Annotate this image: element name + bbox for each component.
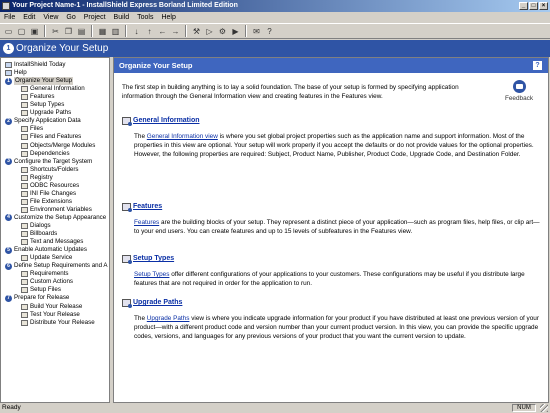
menu-project[interactable]: Project	[83, 14, 106, 21]
section-title-text: General Information	[133, 117, 200, 124]
section-title-upgrade-paths[interactable]	[122, 298, 182, 307]
tree-item-setup-types[interactable]	[21, 101, 64, 109]
status-bar	[0, 403, 550, 413]
tree-item-label: Build Your Release	[30, 302, 83, 310]
menu-edit[interactable]: Edit	[23, 14, 36, 21]
help-icon[interactable]: ?	[267, 26, 272, 36]
toolbar-separator	[91, 25, 93, 37]
tree-item-upgrade-paths[interactable]	[21, 109, 71, 117]
step-badge-icon: 6	[5, 263, 12, 270]
navigation-tree[interactable]	[0, 57, 110, 403]
section-text-post: are the building blocks of your setup. They represent a distinct piece of your application—such as program files, help files, or clip art—to your end users. You can create features and up to 15 levels of subfeatures in the Features view.	[134, 219, 540, 235]
tree-item-label: Custom Actions	[30, 278, 73, 286]
menu-go[interactable]: Go	[66, 14, 76, 21]
step-header-title: Organize Your Setup	[16, 43, 109, 54]
step-badge-icon: 3	[5, 158, 12, 165]
section-body	[134, 218, 542, 236]
toolbar	[0, 23, 550, 39]
toolbar-separator	[44, 25, 46, 37]
main-panel-title: Organize Your Setup	[119, 61, 193, 70]
tree-item-specify-application-data[interactable]	[5, 117, 81, 125]
menu-help[interactable]: Help	[161, 14, 176, 21]
tree-item-prepare-for-release[interactable]	[5, 294, 69, 302]
tree-item-text-and-messages[interactable]	[21, 238, 83, 246]
step-badge-icon: 2	[5, 118, 12, 125]
tree-item-label: Update Service	[30, 254, 73, 262]
section-text-post: view is where you indicate upgrade information for your product if you have distributed at least one previous version of your product—with a different product code and version number than your current product version. In this view, you can provide the specific upgrade codes, versions, and languages for any previous versions of your product that you want the current version to update.	[134, 315, 539, 340]
page-icon	[21, 320, 28, 326]
build-icon[interactable]: ⚒	[192, 26, 201, 36]
tree-item-update-service[interactable]	[21, 254, 72, 262]
tree-item-customize-the-setup-appearance[interactable]	[5, 214, 106, 222]
page-icon	[21, 175, 28, 181]
run-icon[interactable]: ⚙	[218, 26, 227, 36]
maximize-button[interactable]: □	[529, 2, 538, 10]
toolbar-separator	[185, 25, 187, 37]
tree-item-file-extensions[interactable]	[21, 198, 72, 206]
section-title-general-information[interactable]	[122, 116, 200, 125]
view-link-icon	[122, 299, 131, 307]
paste-icon[interactable]: ▤	[77, 26, 86, 36]
distribute-icon[interactable]: ▶	[232, 26, 239, 36]
section-text-pre: The	[134, 133, 147, 140]
section-text-post: is where you set global project properties such as the application name and support information. Most of the properties in this view are optional. Your setup will work properly if you accept the defaults or do not provide values for the optional properties. However, the following properties are required: Subject, Product Name, Publisher, Product Code, Upgrade Code, and Destination Folder.	[134, 133, 534, 158]
tree-item-dependencies[interactable]	[21, 150, 70, 158]
open-icon[interactable]: ▢	[17, 26, 26, 36]
page-icon	[21, 191, 28, 197]
tree-item-distribute-your-release[interactable]	[21, 319, 95, 327]
tree-item-label: Files and Features	[30, 133, 82, 141]
tree-item-files-and-features[interactable]	[21, 133, 81, 141]
section-text-post: offer different configurations of your applications to your customers. These configurations may be useful if you distribute large features that are not required in order for the application to run.	[134, 271, 525, 287]
section-text-pre: The	[134, 315, 147, 322]
section-title-setup-types[interactable]	[122, 254, 174, 263]
save-icon[interactable]: ▣	[30, 26, 39, 36]
tree-item-label: Objects/Merge Modules	[30, 141, 96, 149]
tree-item-label: General Information	[30, 85, 85, 93]
tree-item-label: Dialogs	[30, 222, 51, 229]
view-link-icon	[122, 203, 131, 211]
step-badge-icon: 4	[5, 214, 12, 221]
page-icon	[21, 304, 28, 310]
section-body	[134, 314, 542, 341]
page-icon	[21, 183, 28, 189]
page-icon	[21, 207, 28, 213]
main-panel-header	[114, 58, 548, 73]
page-icon	[21, 255, 28, 261]
tree-item-label: Setup Files	[30, 286, 61, 294]
tree-item-help[interactable]	[5, 69, 27, 77]
tree-item-organize-your-setup[interactable]	[5, 77, 73, 85]
page-icon	[21, 167, 28, 173]
tree-item-installshield-today[interactable]	[5, 61, 65, 69]
test-icon[interactable]: ▷	[206, 26, 213, 36]
toolbar-separator	[125, 25, 127, 37]
page-icon	[21, 199, 28, 205]
tree-item-label: Enable Automatic Updates	[14, 246, 87, 254]
tree-item-label: Setup Types	[30, 101, 65, 109]
toolbar-separator	[245, 25, 247, 37]
menu-file[interactable]: File	[4, 14, 16, 21]
feedback-label: Feedback	[504, 95, 534, 102]
tree-item-environment-variables[interactable]	[21, 206, 92, 214]
tree-item-billboards[interactable]	[21, 230, 57, 238]
step-badge-icon: 7	[5, 295, 12, 302]
tree-item-objects-merge-modules[interactable]	[21, 142, 95, 150]
view-icon	[5, 62, 12, 68]
page-icon	[21, 86, 28, 92]
menu-tools[interactable]: Tools	[137, 14, 154, 21]
tree-item-define-setup-requirements-and-a[interactable]	[5, 262, 108, 270]
page-icon	[21, 287, 28, 293]
forward-icon[interactable]: →	[171, 26, 180, 36]
tree-item-label: Text and Messages	[30, 238, 84, 246]
section-title-text: Setup Types	[133, 255, 175, 262]
tree-item-odbc-resources[interactable]	[21, 182, 79, 190]
help-icon[interactable]: ?	[533, 61, 542, 70]
tree-item-label: Dependencies	[30, 149, 70, 157]
tree-item-setup-files[interactable]	[21, 286, 61, 294]
step-badge-icon: 1	[5, 78, 12, 85]
view-icon[interactable]: ▦	[98, 26, 107, 36]
page-icon	[21, 110, 28, 116]
page-icon	[21, 134, 28, 140]
tree-item-label: Organize Your Setup	[15, 77, 73, 85]
step-header	[0, 40, 550, 57]
page-icon	[21, 126, 28, 132]
tree-item-label: Billboards	[30, 230, 58, 238]
main-panel	[113, 57, 549, 403]
tree-item-label: Upgrade Paths	[30, 109, 72, 117]
close-button[interactable]: ×	[539, 2, 548, 10]
page-icon	[21, 223, 28, 229]
tree-item-label: Features	[30, 93, 55, 101]
step-badge-icon: 5	[5, 247, 12, 254]
status-text: Ready	[2, 404, 21, 411]
tree-item-label: Prepare for Release	[14, 294, 70, 302]
tree-item-build-your-release[interactable]	[21, 303, 82, 311]
page-icon	[21, 312, 28, 318]
view-link-icon	[122, 255, 131, 263]
menu-bar	[0, 12, 550, 23]
tree-item-label: Define Setup Requirements and A	[14, 262, 108, 270]
title-bar	[0, 0, 550, 12]
tree-item-label: InstallShield Today	[14, 61, 66, 68]
section-title-text: Upgrade Paths	[133, 299, 183, 306]
page-icon	[21, 94, 28, 100]
page-icon	[21, 271, 28, 277]
view-link-icon	[122, 117, 131, 125]
menu-build[interactable]: Build	[113, 14, 130, 21]
intro-text: The first step in building anything is to lay a solid foundation. The base of your setup is formed by specifying application information through the General Information view and creating features in the Features view.	[122, 84, 459, 100]
window-title: Your Project Name-1 - InstallShield Express Borland Limited Edition	[12, 2, 238, 9]
menu-view[interactable]: View	[43, 14, 59, 21]
tree-item-label: Customize the Setup Appearance	[14, 213, 107, 221]
tree-item-registry[interactable]	[21, 174, 53, 182]
section-body	[134, 132, 542, 159]
section-body	[134, 270, 542, 288]
section-title-text: Features	[133, 203, 163, 210]
tree-item-label: Distribute Your Release	[30, 318, 95, 326]
section-link[interactable]: Upgrade Paths	[146, 315, 190, 322]
tree-item-label: Requirements	[30, 270, 69, 278]
section-link[interactable]: General Information view	[146, 133, 218, 140]
page-icon	[21, 102, 28, 108]
tree-item-label: Configure the Target System	[14, 157, 93, 165]
resize-grip[interactable]	[540, 404, 548, 412]
tree-item-label: ODBC Resources	[30, 181, 80, 189]
up-arrow-icon[interactable]: ↑	[147, 26, 152, 36]
section-link[interactable]: Features	[134, 219, 160, 226]
tree-item-requirements[interactable]	[21, 270, 69, 278]
tree-item-test-your-release[interactable]	[21, 311, 80, 319]
new-icon[interactable]: ▭	[4, 26, 13, 36]
page-icon	[21, 239, 28, 245]
copy-icon[interactable]: ❐	[64, 26, 73, 36]
section-title-features[interactable]	[122, 202, 162, 211]
section-link[interactable]: Setup Types	[134, 271, 170, 278]
tree-item-custom-actions[interactable]	[21, 278, 73, 286]
tree-item-label: Specify Application Data	[14, 117, 81, 125]
step-number-badge: 1	[3, 43, 14, 54]
minimize-button[interactable]: _	[519, 2, 528, 10]
tree-item-label: File Extensions	[30, 197, 72, 205]
tree-item-general-information[interactable]	[21, 85, 85, 93]
tree-item-shortcuts-folders[interactable]	[21, 166, 79, 174]
cut-icon[interactable]: ✂	[52, 26, 59, 36]
tree-item-label: Help	[14, 69, 27, 77]
tree-item-label: Registry	[30, 173, 53, 181]
num-lock-indicator: NUM	[512, 404, 536, 412]
tree-item-files[interactable]	[21, 125, 43, 133]
tree-item-label: Files	[30, 125, 44, 133]
layout-icon[interactable]: ▥	[111, 26, 120, 36]
send-icon[interactable]: ✉	[253, 26, 260, 36]
page-icon	[21, 231, 28, 237]
tree-item-label: Shortcuts/Folders	[30, 165, 79, 173]
tree-item-enable-automatic-updates[interactable]	[5, 246, 87, 254]
page-icon	[21, 151, 28, 157]
page-icon	[21, 143, 28, 149]
page-icon	[21, 279, 28, 285]
tree-item-label: Environment Variables	[30, 205, 92, 213]
back-icon[interactable]: ←	[158, 26, 167, 36]
tree-item-dialogs[interactable]	[21, 222, 51, 230]
app-icon	[2, 2, 10, 10]
tree-item-configure-the-target-system[interactable]	[5, 158, 92, 166]
tree-item-label: INI File Changes	[30, 189, 77, 197]
down-arrow-icon[interactable]: ↓	[134, 26, 139, 36]
tree-item-features[interactable]	[21, 93, 54, 101]
view-icon	[5, 70, 12, 76]
tree-item-ini-file-changes[interactable]	[21, 190, 76, 198]
tree-item-label: Test Your Release	[30, 310, 80, 318]
